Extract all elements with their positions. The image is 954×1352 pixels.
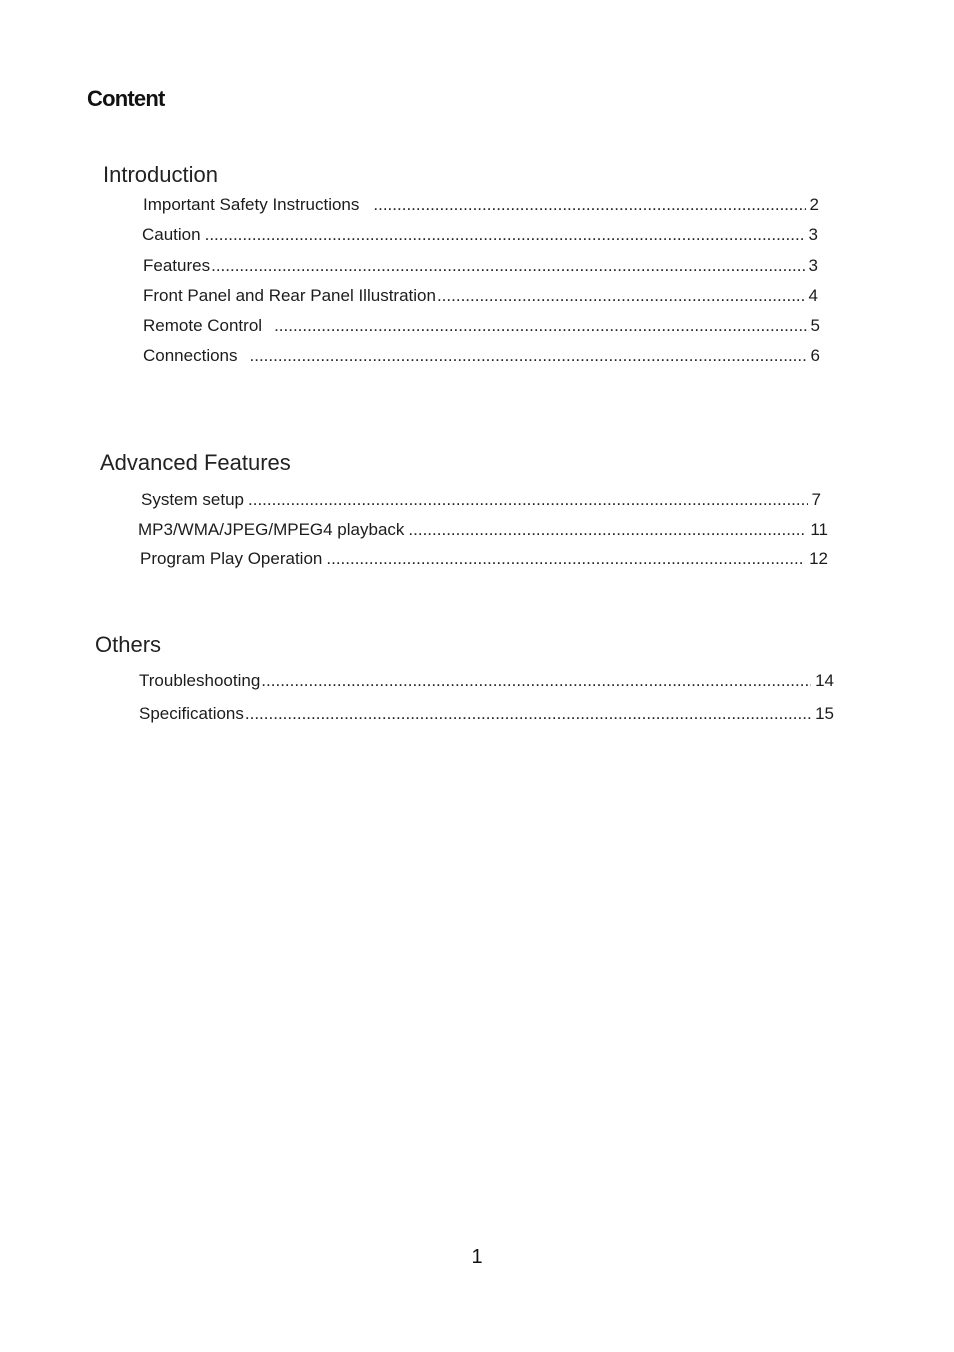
toc-entry-remote-control[interactable] — [143, 316, 820, 336]
toc-entry-specifications[interactable] — [139, 704, 834, 724]
toc-entry-page: 3 — [808, 256, 818, 275]
toc-entry-features[interactable] — [143, 256, 818, 276]
page-title: Content — [87, 86, 165, 111]
toc-entry-label: Important Safety Instructions — [143, 195, 360, 214]
dot-leader — [248, 490, 808, 510]
section-title-introduction: Introduction — [103, 162, 218, 187]
toc-entry-caution[interactable] — [142, 225, 818, 245]
section-title-others: Others — [95, 632, 162, 657]
toc-entry-label: System setup — [141, 490, 244, 509]
dot-leader — [211, 256, 804, 276]
toc-entry-label: Specifications — [139, 704, 244, 723]
section-title-advanced-features: Advanced Features — [100, 450, 291, 475]
toc-entry-label: MP3/WMA/JPEG/MPEG4 playback — [138, 520, 405, 539]
dot-leader — [245, 704, 811, 724]
toc-entry-page: 7 — [811, 490, 821, 509]
toc-entry-page: 15 — [815, 704, 834, 723]
toc-entry-troubleshooting[interactable] — [139, 671, 834, 691]
dot-leader — [408, 520, 806, 540]
toc-entry-label: Features — [143, 256, 211, 275]
toc-entry-system-setup[interactable] — [141, 490, 821, 510]
page-number: 1 — [471, 1246, 483, 1268]
dot-leader — [373, 195, 805, 215]
toc-entry-label: Remote Control — [143, 316, 263, 335]
toc-entry-mp3-wma-jpeg-mpeg4-playback[interactable] — [138, 520, 828, 540]
toc-entry-page: 14 — [815, 671, 834, 690]
toc-entry-front-rear-panel-illustration[interactable] — [143, 286, 818, 306]
toc-entry-important-safety-instructions[interactable] — [143, 195, 819, 215]
toc-entry-page: 2 — [809, 195, 819, 214]
toc-entry-page: 4 — [808, 286, 818, 305]
toc-entry-label: Troubleshooting — [139, 671, 261, 690]
dot-leader — [274, 316, 806, 336]
toc-entry-label: Program Play Operation — [140, 549, 323, 568]
toc-entry-label: Connections — [143, 346, 238, 365]
toc-entry-label: Front Panel and Rear Panel Illustration — [143, 286, 436, 305]
toc-entry-page: 3 — [808, 225, 818, 244]
toc-entry-program-play-operation[interactable] — [140, 549, 828, 569]
toc-entry-page: 11 — [810, 520, 828, 539]
dot-leader — [326, 549, 805, 569]
dot-leader — [205, 225, 805, 245]
toc-entry-page: 6 — [810, 346, 820, 365]
toc-entry-page: 5 — [810, 316, 820, 335]
dot-leader — [437, 286, 805, 306]
dot-leader — [261, 671, 811, 691]
toc-entry-connections[interactable] — [143, 346, 820, 366]
toc-entry-page: 12 — [809, 549, 828, 568]
dot-leader — [250, 346, 807, 366]
toc-entry-label: Caution — [142, 225, 201, 244]
